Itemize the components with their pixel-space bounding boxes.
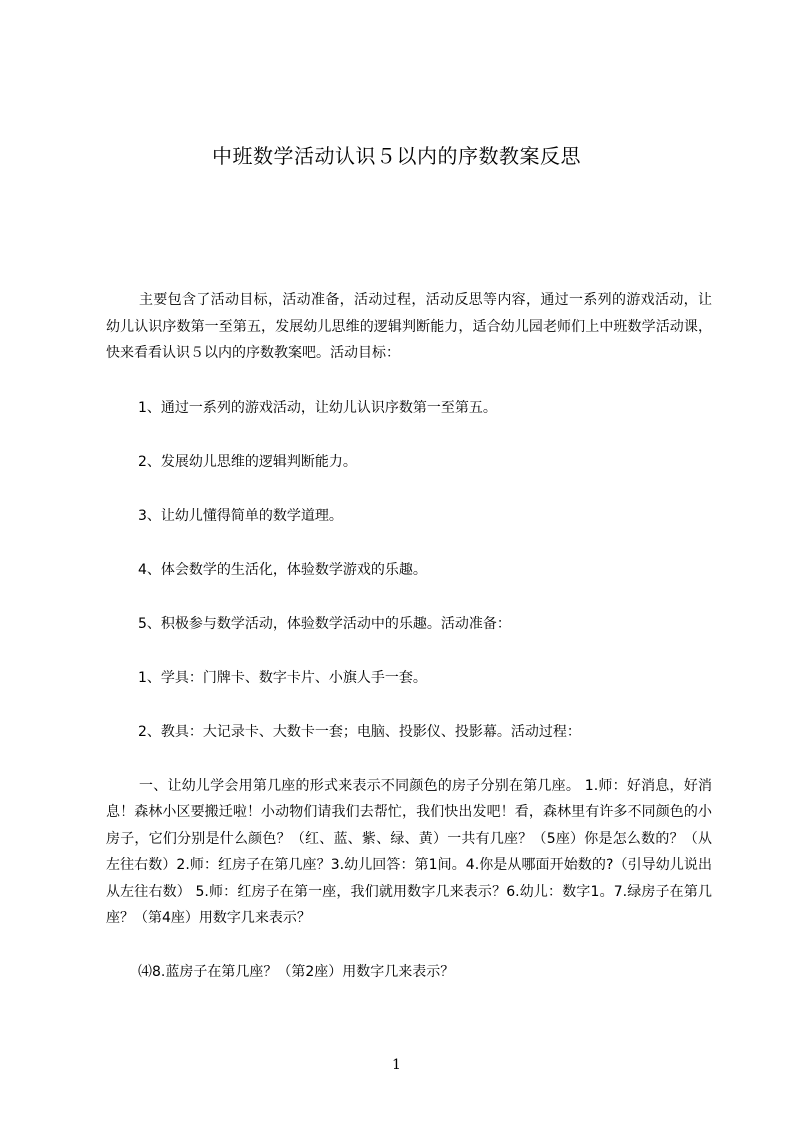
- document-title: 中班数学活动认识５以内的序数教案反思: [212, 144, 581, 168]
- process-paragraph: 一、让幼儿学会用第几座的形式来表示不同颜色的房子分别在第几座。 1.师：好消息，好消息！森林小区要搬迁啦！小动物们请我们去帮忙，我们快出发吧！看，森林里有许多不同颜色的小房子，它们分别是什么颜色？（红、蓝、紫、绿、黄）一共有几座？（5座）你是怎么数的？（从左往右数）2.师：红房子在第几座？3.幼儿回答：第1间。4.你是从哪面开始数的?（引导幼儿说出从左往右数） 5.师：红房子在第一座，我们就用数字几来表示？6.幼儿：数字1。7.绿房子在第几座？（第4座）用数字几来表示？: [106, 777, 712, 926]
- intro-paragraph: 主要包含了活动目标，活动准备，活动过程，活动反思等内容，通过一系列的游戏活动，让幼儿认识序数第一至第五，发展幼儿思维的逻辑判断能力，适合幼儿园老师们上中班数学活动课，快来看看认识５以内的序数教案吧。活动目标：: [106, 292, 712, 361]
- list-item: 5、积极参与数学活动，体验数学活动中的乐趣。活动准备：: [138, 615, 511, 632]
- list-item: ⑷8.蓝房子在第几座？（第2座）用数字几来表示？: [138, 964, 455, 980]
- list-item: 1、通过一系列的游戏活动，让幼儿认识序数第一至第五。: [138, 399, 497, 416]
- list-item: 2、发展幼儿思维的逻辑判断能力。: [138, 453, 357, 470]
- list-item: 1、学具：门牌卡、数字卡片、小旗人手一套。: [138, 669, 427, 686]
- list-item: 2、教具：大记录卡、大数卡一套；电脑、投影仪、投影幕。活动过程：: [138, 723, 581, 740]
- list-item: 3、让幼儿懂得简单的数学道理。: [138, 507, 343, 524]
- list-item: 4、体会数学的生活化，体验数学游戏的乐趣。: [138, 561, 427, 578]
- page-number: 1: [392, 1057, 401, 1073]
- document-body: [106, 287, 712, 986]
